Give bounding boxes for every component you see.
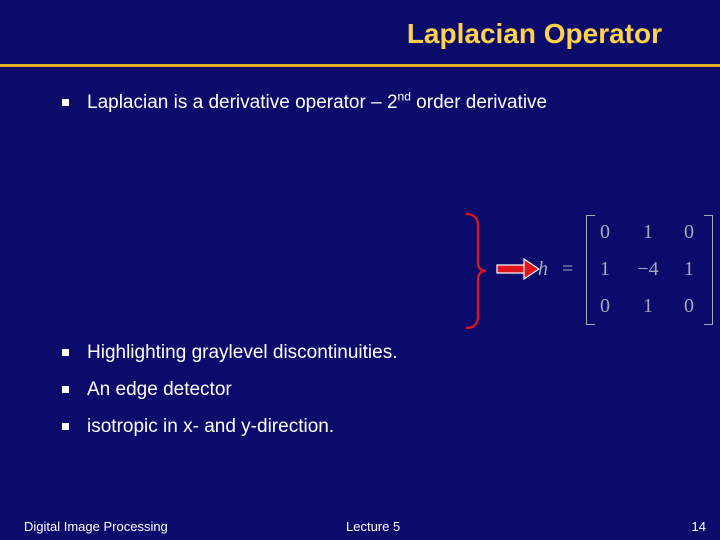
square-bullet-icon [62, 349, 69, 356]
square-bullet-icon [62, 99, 69, 106]
title-underline [0, 64, 720, 67]
bullet-edge-detector [62, 379, 232, 401]
footer-course: Digital Image Processing [24, 519, 168, 534]
bullet-isotropic [62, 416, 334, 438]
bullet-highlighting [62, 342, 398, 364]
slide-title: Laplacian Operator [406, 18, 662, 49]
bullet-text: Highlighting graylevel discontinuities. [87, 342, 398, 363]
matrix-cell: 1 [684, 258, 694, 280]
square-bullet-icon [62, 386, 69, 393]
bullet-text: isotropic in x- and y-direction. [87, 416, 335, 437]
matrix-cell: 0 [600, 295, 610, 317]
matrix-cell: 1 [643, 221, 653, 243]
square-bullet-icon [62, 423, 69, 430]
matrix-cell: 1 [643, 295, 653, 317]
footer-page-number: 14 [691, 519, 706, 534]
matrix-cell: 0 [600, 221, 610, 243]
right-brace-icon [462, 212, 488, 330]
kernel-symbol: h [538, 258, 548, 280]
footer-lecture: Lecture 5 [346, 519, 401, 534]
right-arrow-icon [496, 258, 540, 280]
matrix-right-bracket [704, 215, 713, 325]
equals-sign: = [562, 258, 574, 280]
bullet-text: Laplacian is a derivative operator – 2nd order derivative [87, 89, 548, 113]
bullet-laplacian-definition [62, 89, 548, 114]
bullet-text: An edge detector [87, 379, 232, 400]
matrix-cell: 0 [684, 295, 694, 317]
matrix-cell: 0 [684, 221, 694, 243]
matrix-cell: −4 [637, 258, 659, 280]
matrix-cell: 1 [600, 258, 610, 280]
